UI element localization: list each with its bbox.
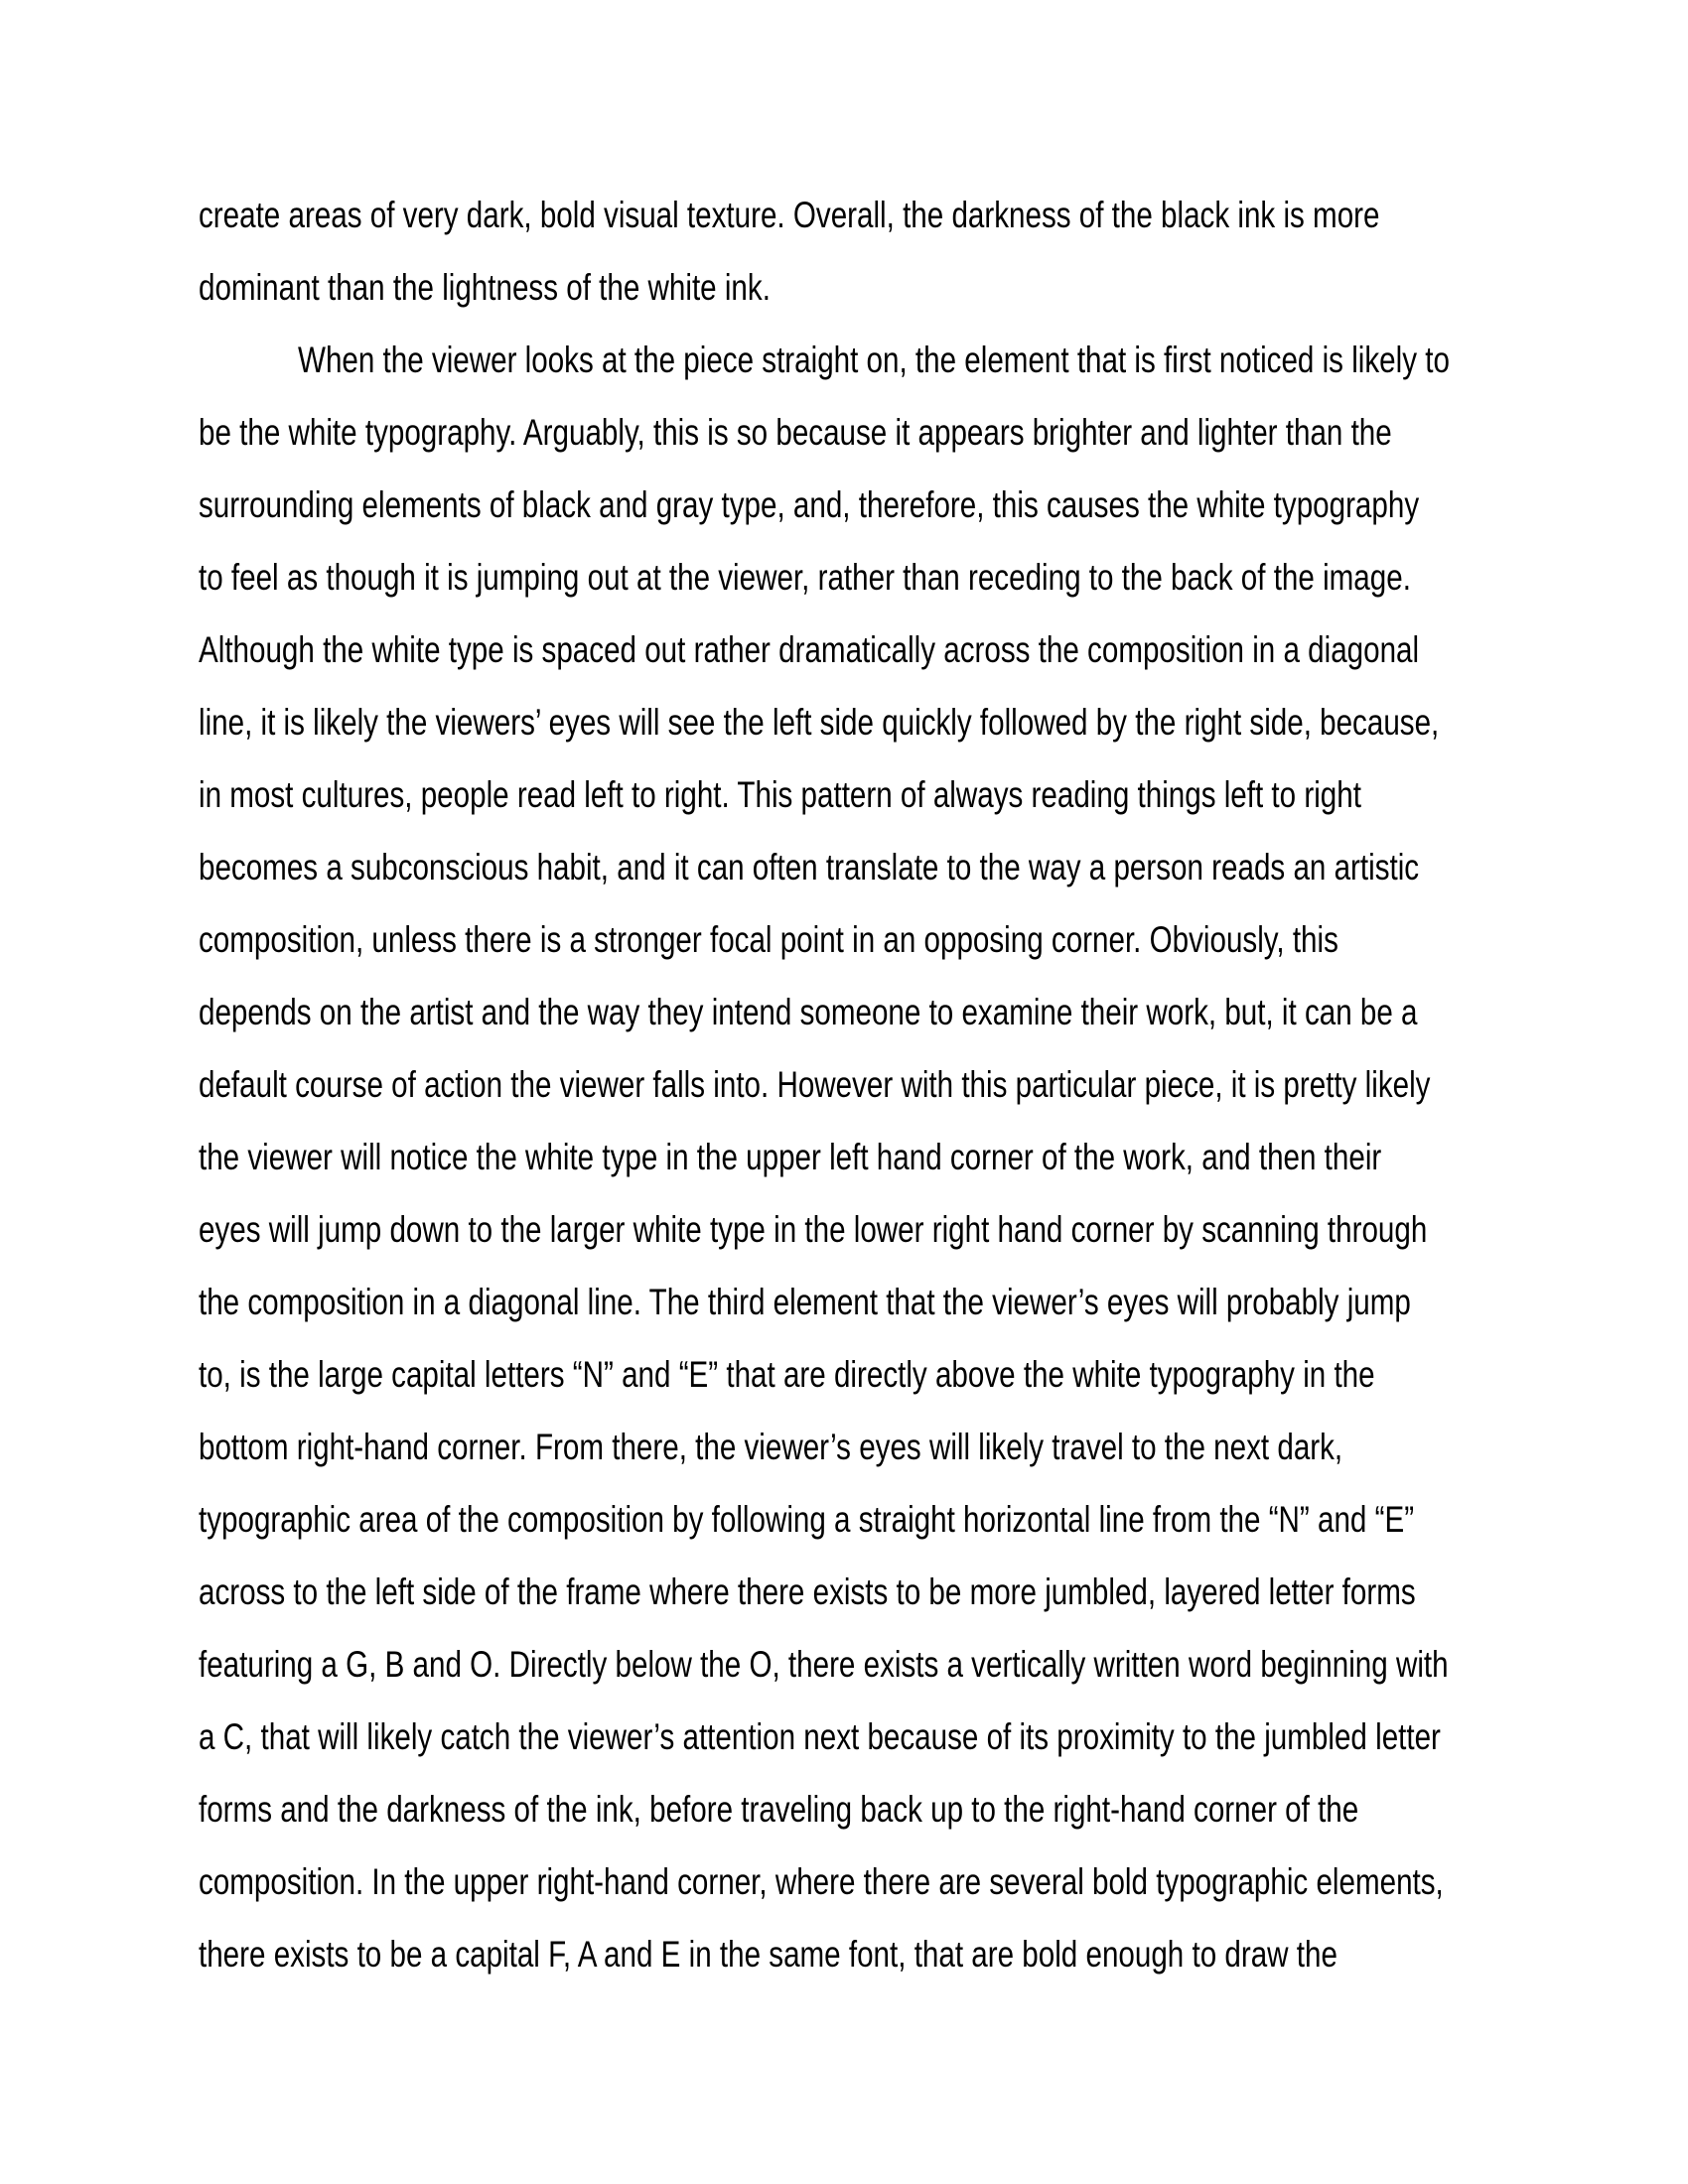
essay-line: to, is the large capital letters “N” and “E” that are directly above the white typography in the	[199, 1354, 1375, 1395]
essay-line: eyes will jump down to the larger white type in the lower right hand corner by scanning through	[199, 1209, 1428, 1250]
essay-line: dominant than the lightness of the white ink.	[199, 267, 771, 308]
essay-line: composition, unless there is a stronger focal point in an opposing corner. Obviously, this	[199, 919, 1338, 960]
essay-line: bottom right-hand corner. From there, the viewer’s eyes will likely travel to the next dark,	[199, 1427, 1343, 1467]
essay-line: forms and the darkness of the ink, before traveling back up to the right-hand corner of the	[199, 1789, 1359, 1830]
essay-line: When the viewer looks at the piece straight on, the element that is first noticed is likely to	[298, 340, 1450, 380]
essay-line: across to the left side of the frame where there exists to be more jumbled, layered letter forms	[199, 1571, 1416, 1612]
essay-line: be the white typography. Arguably, this is so because it appears brighter and lighter than the	[199, 412, 1392, 453]
essay-line: the viewer will notice the white type in the upper left hand corner of the work, and then their	[199, 1137, 1382, 1177]
essay-line: a C, that will likely catch the viewer’s attention next because of its proximity to the jumbled letter	[199, 1716, 1441, 1757]
essay-line: there exists to be a capital F, A and E in the same font, that are bold enough to draw the	[199, 1934, 1337, 1975]
essay-line: to feel as though it is jumping out at the viewer, rather than receding to the back of the image.	[199, 557, 1411, 598]
essay-line: becomes a subconscious habit, and it can often translate to the way a person reads an artistic	[199, 847, 1420, 887]
essay-line: create areas of very dark, bold visual texture. Overall, the darkness of the black ink is more	[199, 195, 1380, 235]
essay-line: typographic area of the composition by following a straight horizontal line from the “N” and “E”	[199, 1499, 1415, 1540]
essay-body	[199, 179, 1688, 1990]
essay-line: the composition in a diagonal line. The third element that the viewer’s eyes will probably jump	[199, 1282, 1411, 1322]
essay-line: depends on the artist and the way they intend someone to examine their work, but, it can be a	[199, 992, 1418, 1032]
essay-line: featuring a G, B and O. Directly below the O, there exists a vertically written word beginning with	[199, 1644, 1449, 1685]
essay-line: line, it is likely the viewers’ eyes will see the left side quickly followed by the right side, because,	[199, 702, 1440, 743]
essay-line: in most cultures, people read left to right. This pattern of always reading things left to right	[199, 774, 1361, 815]
essay-line: Although the white type is spaced out rather dramatically across the composition in a diagonal	[199, 629, 1420, 670]
essay-line: surrounding elements of black and gray type, and, therefore, this causes the white typography	[199, 484, 1420, 525]
essay-line: default course of action the viewer falls into. However with this particular piece, it is pretty likely	[199, 1064, 1431, 1105]
essay-line: composition. In the upper right-hand corner, where there are several bold typographic elements,	[199, 1861, 1444, 1902]
